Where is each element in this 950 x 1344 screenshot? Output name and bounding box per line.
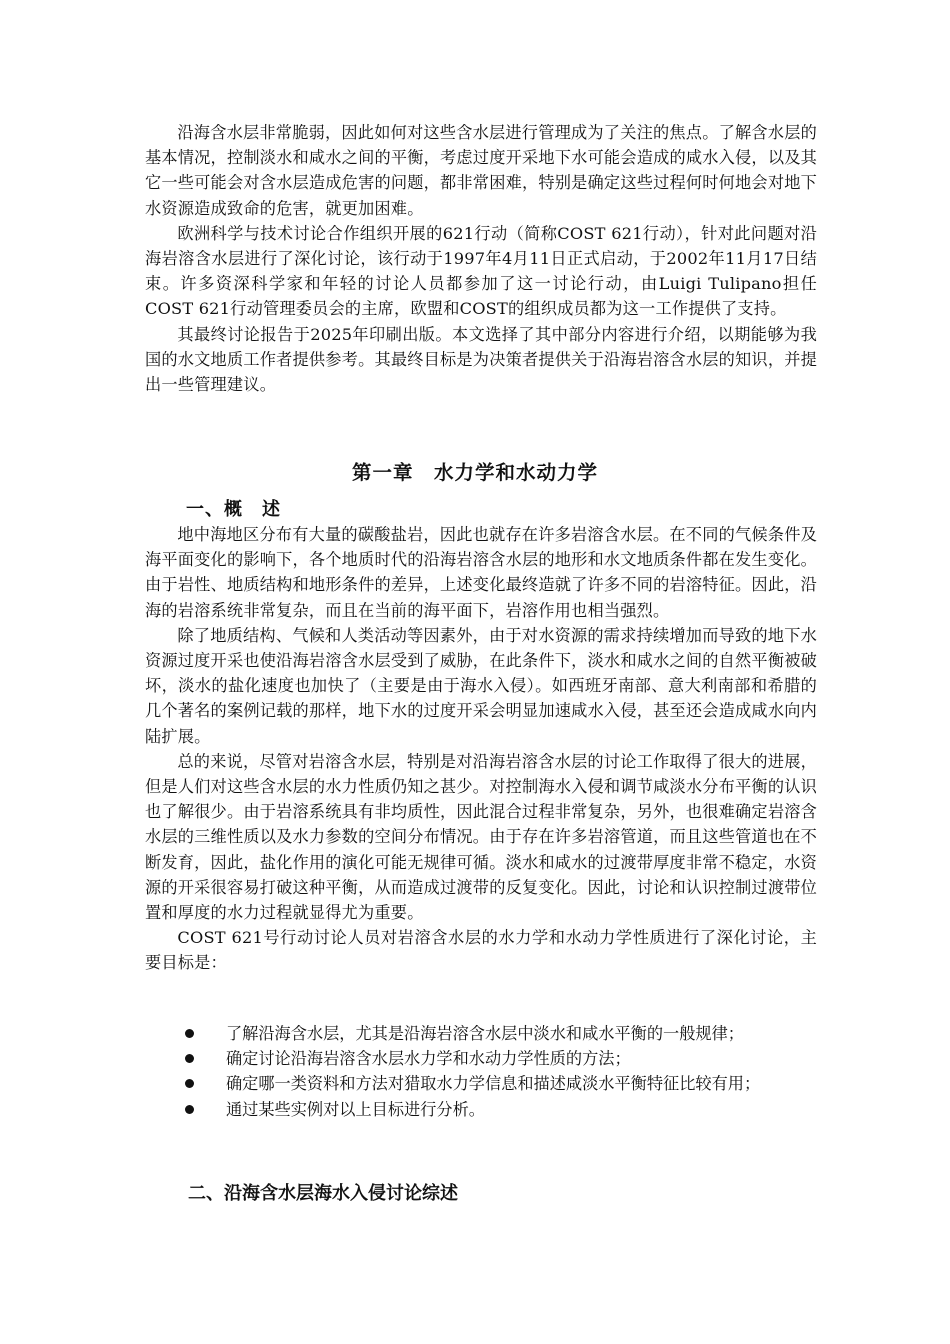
objectives-list <box>145 1021 817 1122</box>
intro-paragraph-2: 欧洲科学与技术讨论合作组织开展的621行动（简称COST 621行动），针对此问题对沿海岩溶含水层进行了深化讨论，该行动于1997年4月11日正式启动，于2002年11月17日结束。许多资深科学家和年轻的讨论人员都参加了这一讨论行动，由Luigi Tulipano担任COST 621行动管理委员会的主席，欧盟和COST的组织成员都为这一工作提供了支持。 <box>145 223 817 319</box>
objective-text: 确定讨论沿海岩溶含水层水力学和水动力学性质的方法； <box>226 1049 631 1069</box>
bullet-icon <box>185 1105 194 1114</box>
intro-paragraph-3: 其最终讨论报告于2025年印刷出版。本文选择了其中部分内容进行介绍，以期能够为我国的水文地质工作者提供参考。其最终目标是为决策者提供关于沿海岩溶含水层的知识，并提出一些管理建议。 <box>145 324 817 395</box>
section-heading-overview: 一、概 述 <box>186 499 281 520</box>
bullet-icon <box>185 1054 194 1063</box>
list-item <box>145 1097 817 1122</box>
chapter-title: 第一章 水力学和水动力学 <box>351 461 598 484</box>
overview-paragraph-3: 总的来说，尽管对岩溶含水层，特别是对沿海岩溶含水层的讨论工作取得了很大的进展，但是人们对这些含水层的水力性质仍知之甚少。对控制海水入侵和调节咸淡水分布平衡的认识也了解很少。由于岩溶系统具有非均质性，因此混合过程非常复杂，另外，也很难确定岩溶含水层的三维性质以及水力参数的空间分布情况。由于存在许多岩溶管道，而且这些管道也在不断发育，因此，盐化作用的演化可能无规律可循。淡水和咸水的过渡带厚度非常不稳定，水资源的开采很容易打破这种平衡，从而造成过渡带的反复变化。因此，讨论和认识控制过渡带位置和厚度的水力过程就显得尤为重要。 <box>145 751 817 923</box>
objective-text: 通过某些实例对以上目标进行分析。 <box>226 1099 485 1119</box>
intro-paragraph-1: 沿海含水层非常脆弱，因此如何对这些含水层进行管理成为了关注的焦点。了解含水层的基本情况，控制淡水和咸水之间的平衡，考虑过度开采地下水可能会造成的咸水入侵，以及其它一些可能会对含水层造成危害的问题，都非常困难，特别是确定这些过程何时何地会对地下水资源造成致命的危害，就更加困难。 <box>145 123 817 218</box>
intro-section <box>145 120 817 397</box>
overview-section-body <box>145 522 817 976</box>
overview-paragraph-2: 除了地质结构、气候和人类活动等因素外，由于对水资源的需求持续增加而导致的地下水资源过度开采也使沿海岩溶含水层受到了威胁，在此条件下，淡水和咸水之间的自然平衡被破坏，淡水的盐化速度也加快了（主要是由于海水入侵）。如西班牙南部、意大利南部和希腊的几个著名的案例记载的那样，地下水的过度开采会明显加速咸水入侵，甚至还会造成咸水向内陆扩展。 <box>145 625 817 746</box>
objective-text: 了解沿海含水层，尤其是沿海岩溶含水层中淡水和咸水平衡的一般规律； <box>226 1024 744 1043</box>
bullet-icon <box>185 1029 194 1038</box>
objective-text: 确定哪一类资料和方法对猎取水力学信息和描述咸淡水平衡特征比较有用； <box>226 1074 761 1094</box>
overview-paragraph-1: 地中海地区分布有大量的碳酸盐岩，因此也就存在许多岩溶含水层。在不同的气候条件及海平面变化的影响下，各个地质时代的沿海岩溶含水层的地形和水文地质条件都在发生变化。由于岩性、地质结构和地形条件的差异，上述变化最终造就了许多不同的岩溶特征。因此，沿海的岩溶系统非常复杂，而且在当前的海平面下，岩溶作用也相当强烈。 <box>145 525 817 620</box>
bullet-icon <box>185 1079 194 1088</box>
section-heading-seawater-intrusion: 二、沿海含水层海水入侵讨论综述 <box>188 1183 458 1204</box>
list-item <box>145 1021 817 1046</box>
list-item <box>145 1071 817 1096</box>
list-item <box>145 1046 817 1071</box>
overview-paragraph-4: COST 621号行动讨论人员对岩溶含水层的水力学和水动力学性质进行了深化讨论，主要目标是： <box>145 928 817 973</box>
